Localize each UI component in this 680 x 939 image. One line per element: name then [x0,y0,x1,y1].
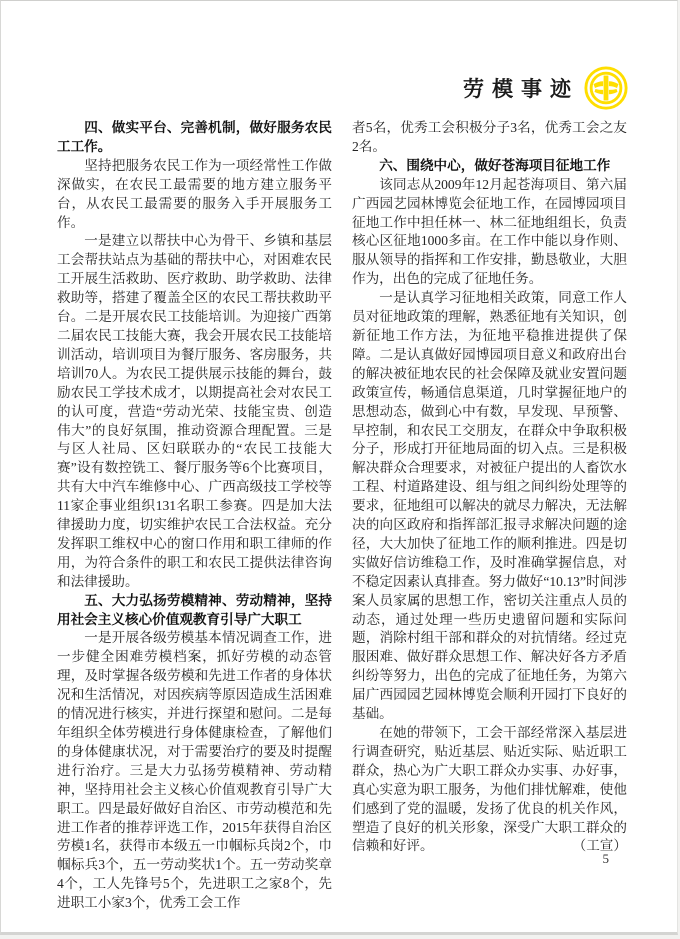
section-heading-6: 六、围绕中心，做好苍海项目征地工作 [379,157,611,173]
paragraph: 坚持把服务农民工作为一项经常性工作做深做实，在农民工最需要的地方建立服务平台，从农民工最需要的服务入手开展服务工作。 [57,157,332,230]
section-heading-4: 四、做实平台、完善机制，做好服务农民工工作。 [57,120,332,154]
closing-paragraph [352,724,627,856]
byline: （工宣） [572,838,627,854]
paragraph: 一是开展各级劳模基本情况调查工作，进一步健全困难劳模档案，抓好劳模的动态管理，及时掌握各级劳模和先进工作者的身体状况和生活情况，对因疾病等原因造成生活困难的情况进行核实，并进行探望和慰问。二是每年组织全体劳模进行身体健康检查，了解他们的身体健康状况，对于需要治疗的要及时提醒进行治疗。三是大力弘扬劳模精神、劳动精神，坚持用社会主义核心价值观教育引导广大职工。四是最好做好自治区、市劳动模范和先进工作者的推荐评选工作，2015年获得自治区劳模1名，获得市本级五一巾帼标兵岗2个，巾帼标兵3个，五一劳动奖状1个。五一劳动奖章4个，工人先锋号5个，先进职工之家8个，先进职工小家3个，优秀工会工作 [57,630,332,911]
paragraph-continuation: 者5名，优秀工会积极分子3名，优秀工会之友2名。 [352,120,627,154]
page-number: 5 [602,851,609,866]
paragraph: 该同志从2009年12月起苍海项目、第六届广西园艺园林博览会征地工作，在园博园项目征地工作中担任林一、林二征地组组长，负责核心区征地1000多亩。在工作中能以身作则、服从领导的指挥和工作安排，勤恳敬业，大胆作为，出色的完成了征地任务。 [352,176,627,287]
section-heading-5: 五、大力弘扬劳模精神、劳动精神，坚持用社会主义核心价值观教育引导广大职工 [57,592,332,627]
page-header [463,65,629,111]
text-column-right [352,119,627,856]
union-emblem-icon [583,65,629,111]
text-column-left [57,119,332,913]
section-title: 劳模事迹 [463,77,579,101]
paragraph: 一是认真学习征地相关政策，同意工作人员对征地政策的理解，熟悉征地有关知识，创新征地工作方法，为征地平稳推进提供了保障。二是认真做好园博园项目意义和政府出台的解决被征地农民的社会保障及就业安置问题政策宣传，畅通信息渠道，几时掌握征地户的思想动态，做到心中有数，早发现、早预警、早控制，和农民工交朋友，在群众中争取积极分子，形成打开征地局面的切入点。三是积极解决群众合理要求，对被征户提出的人畜饮水工程、村道路建设、组与组之间纠纷处理等的要求，征地组可以解决的就尽力解决，无法解决的向区政府和指挥部汇报寻求解决问题的途径，大大加快了征地工作的顺利推进。四是切实做好信访维稳工作，及时准确掌握信息，对不稳定因素认真排查。努力做好“10.13”时间涉案人员家属的思想工作，密切关注重点人员的动态，通过处理一些历史遗留问题和实际问题，消除村组干部和群众的对抗情绪。经过克服困难、做好群众思想工作、解决好各方矛盾纠纷等努力，出色的完成了征地任务，为第六届广西园园艺园林博览会顺利开园打下良好的基础。 [352,290,627,722]
paragraph: 一是建立以帮扶中心为骨干、乡镇和基层工会帮扶站点为基础的帮扶中心，对困难农民工开展生活救助、医疗救助、助学救助、法律救助等，搭建了覆盖全区的农民工帮扶救助平台。二是开展农民工技能培训。为迎接广西第二届农民工技能大赛，我会开展农民工技能培训活动，培训项目为餐厅服务、客房服务，共培训70人。为农民工提供展示技能的舞台，鼓励农民工学技术成才，以期提高社会对农民工的认可度，营造“劳动光荣、技能宝贵、创造伟大”的良好氛围，推动资源合理配置。三是与区人社局、区妇联联办的“农民工技能大赛”设有数控铣工、餐厅服务等6个比赛项目，共有大中汽车维修中心、广西高级技工学校等11家企事业组织131名职工参赛。四是加大法律援助力度，切实维护农民工合法权益。充分发挥职工维权中心的窗口作用和职工律师的作用，为符合条件的职工和农民工提供法律咨询和法律援助。 [57,233,332,589]
closing-text: 在她的带领下，工会干部经常深入基层进行调查研究，贴近基层、贴近实际、贴近职工群众，热心为广大职工群众办实事、办好事，真心实意为职工服务，为他们排忧解难，使他们感到了党的温暖，发扬了优良的机关作风，塑造了良好的机关形象，深受广大职工群众的信赖和好评。 [352,725,627,854]
